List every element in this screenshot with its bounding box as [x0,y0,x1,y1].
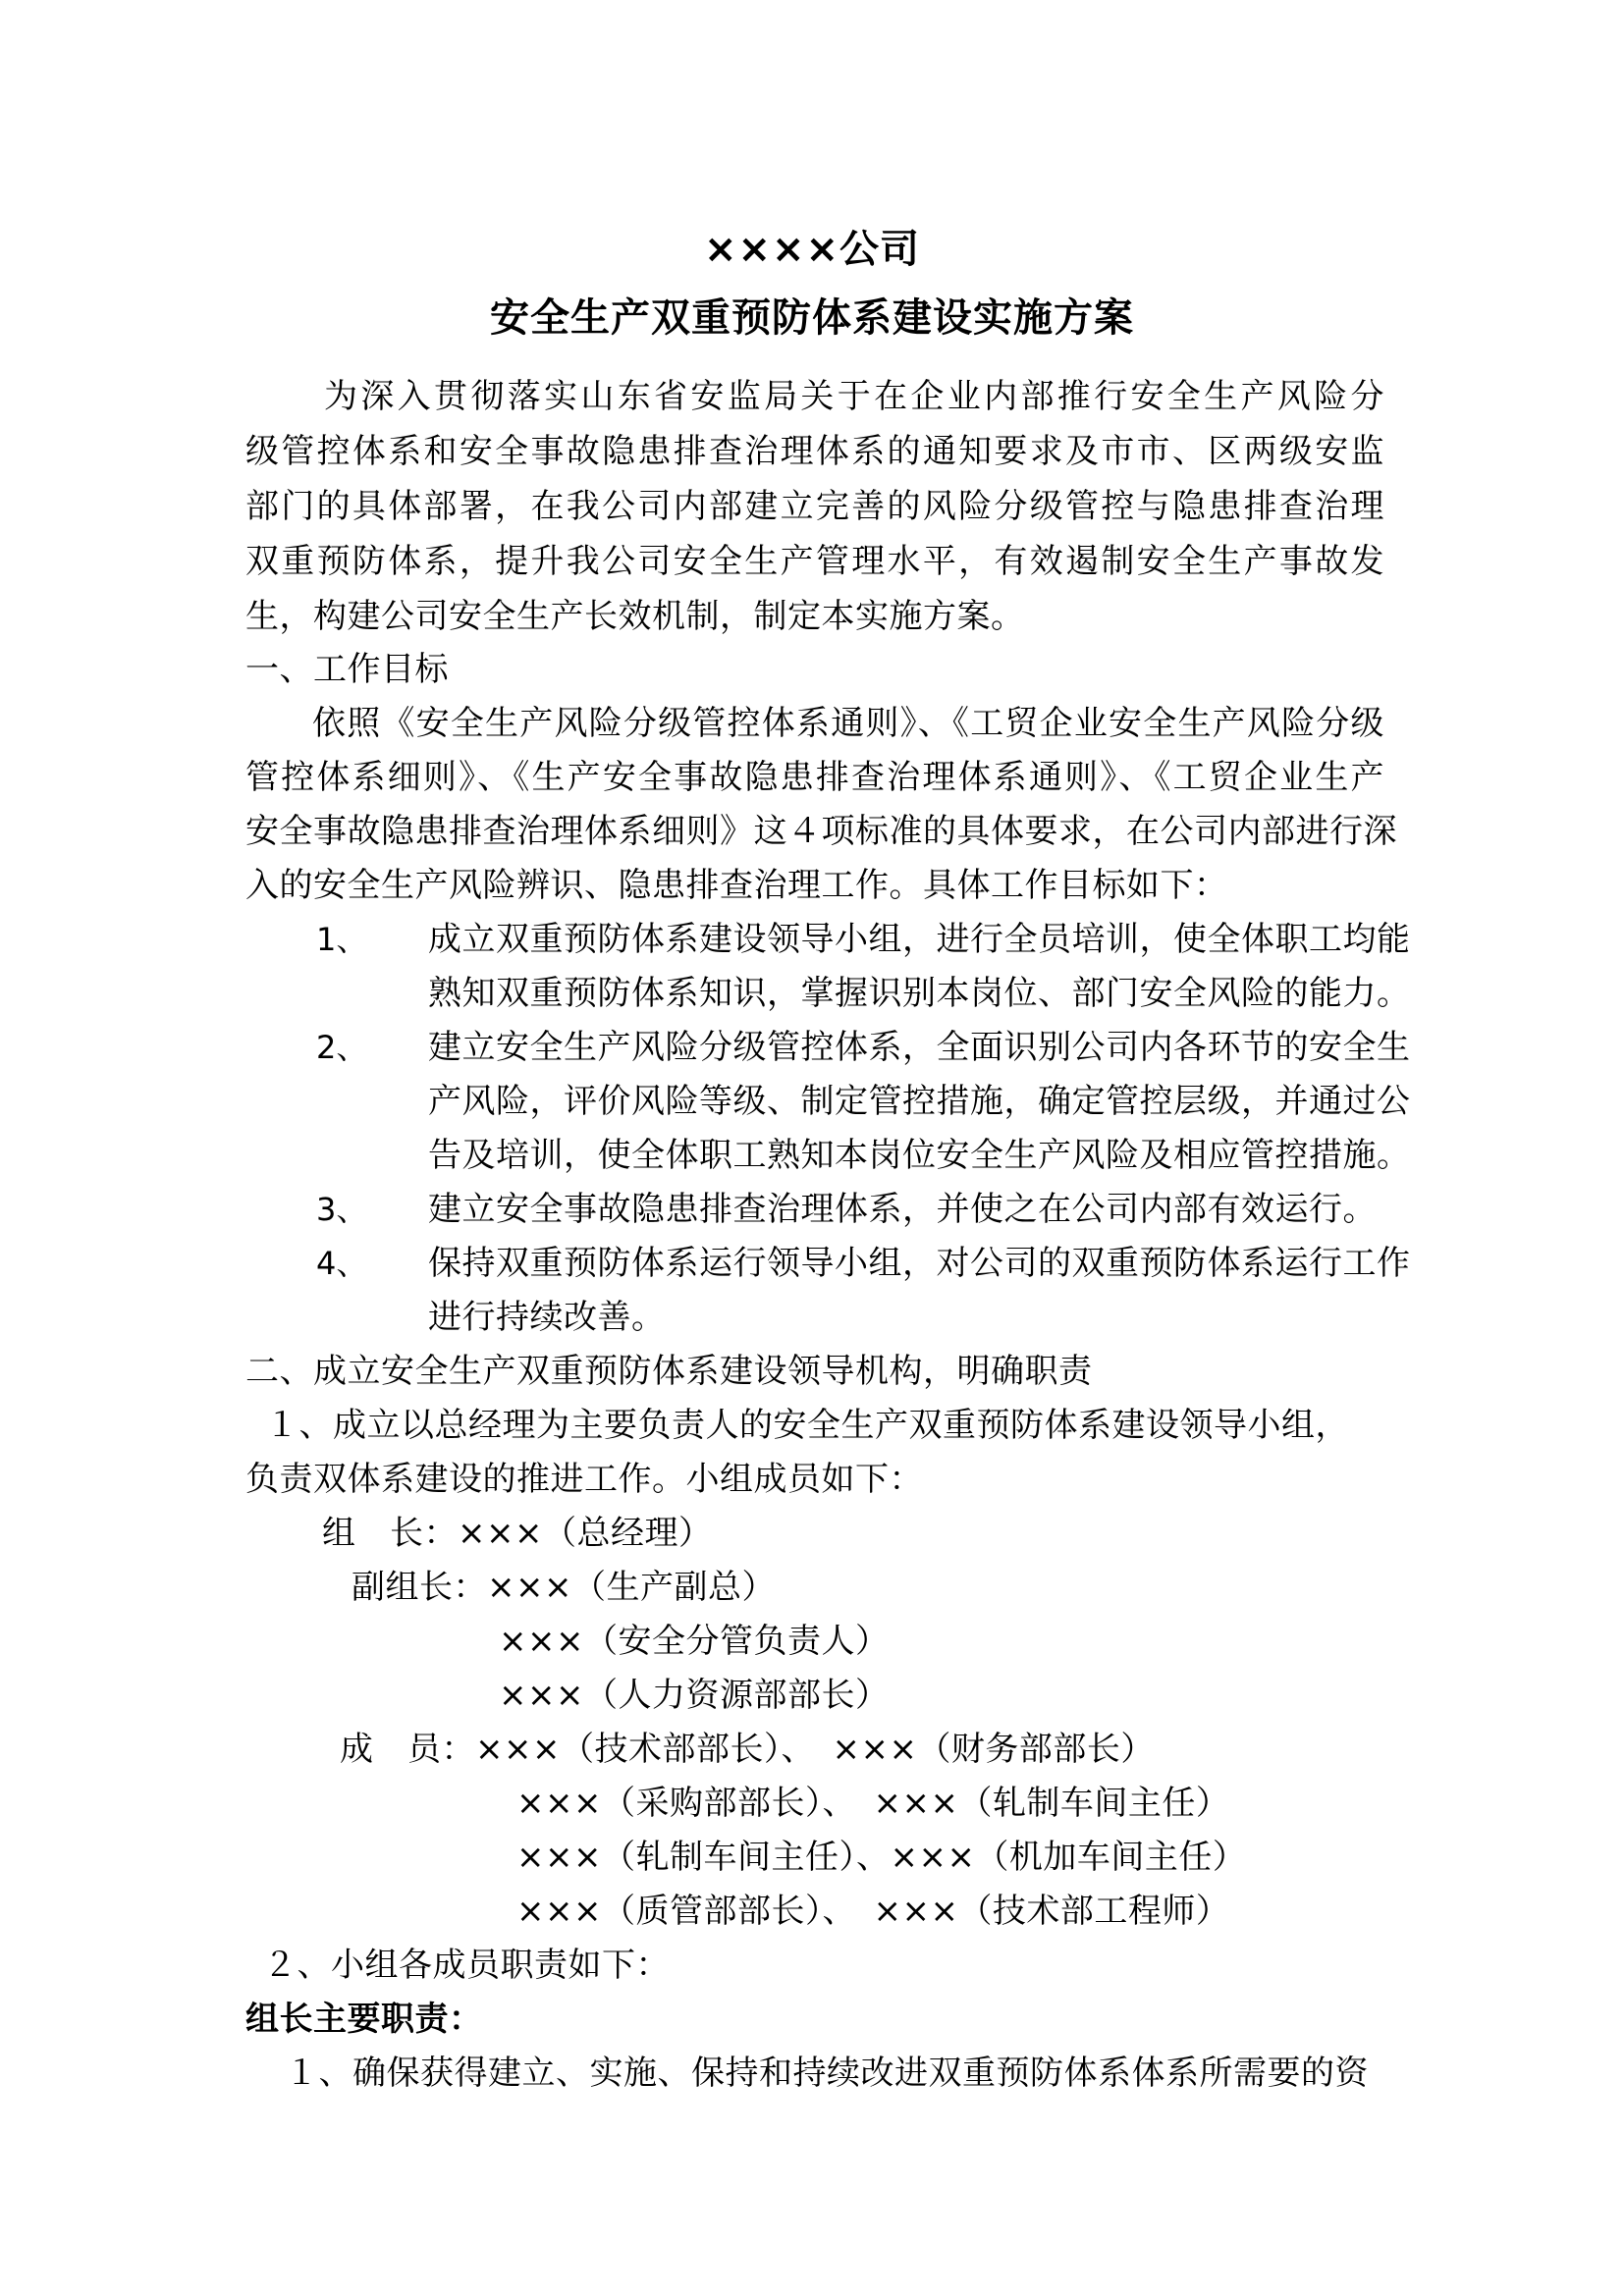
list-item-line: 告及培训，使全体职工熟知本岗位安全生产风险及相应管控措施。 [428,1136,1411,1175]
deputy-line: ×××（安全分管负责人） [499,1622,890,1661]
section1-para-line: 管控体系细则》、《生产安全事故隐患排查治理体系通则》、《工贸企业生产 [245,758,1384,797]
list-number: 3、 [316,1191,368,1228]
leader-line: 组 长：×××（总经理） [322,1514,713,1553]
list-item-line: 进行持续改善。 [428,1298,666,1337]
intro-line: 为深入贯彻落实山东省安监局关于在企业内部推行安全生产风险分 [324,377,1384,416]
deputy-line: ×××（人力资源部部长） [499,1676,890,1715]
section2-sub1-line: 负责双体系建设的推进工作。小组成员如下： [245,1460,923,1499]
list-item-line: 熟知双重预防体系知识，掌握识别本岗位、部门安全风险的能力。 [428,974,1411,1013]
members-line: 成 员：×××（技术部部长）、 ×××（财务部部长） [340,1730,1155,1769]
list-number: 4、 [316,1245,368,1282]
section-heading: 二、成立安全生产双重预防体系建设领导机构，明确职责 [245,1352,1093,1391]
document-title: 安全生产双重预防体系建设实施方案 [490,295,1134,341]
section1-para-line: 安全事故隐患排查治理体系细则》这４项标准的具体要求，在公司内部进行深 [245,812,1397,851]
deputy-line: 副组长：×××（生产副总） [352,1568,776,1607]
section-heading: 一、工作目标 [245,650,449,689]
intro-line: 双重预防体系，提升我公司安全生产管理水平，有效遏制安全生产事故发 [245,542,1384,581]
intro-line: 生，构建公司安全生产长效机制，制定本实施方案。 [245,597,1025,636]
section1-para-line: 依照《安全生产风险分级管控体系通则》、《工贸企业安全生产风险分级 [312,704,1384,743]
list-item-line: 保持双重预防体系运行领导小组，对公司的双重预防体系运行工作 [428,1244,1411,1283]
intro-line: 部门的具体部署，在我公司内部建立完善的风险分级管控与隐患排查治理 [245,487,1384,526]
leader-duties-heading: 组长主要职责： [245,2000,483,2039]
section1-para-line: 入的安全生产风险辨识、隐患排查治理工作。具体工作目标如下： [245,866,1228,905]
company-title: ××××公司 [703,227,921,272]
intro-line: 级管控体系和安全事故隐患排查治理体系的通知要求及市市、区两级安监 [245,432,1384,471]
list-number: 1、 [316,921,368,958]
list-item-line: 建立安全生产风险分级管控体系，全面识别公司内各环节的安全生 [428,1028,1411,1067]
members-line: ×××（采购部部长）、 ×××（轧制车间主任） [516,1784,1230,1823]
leader-duty-line: １、确保获得建立、实施、保持和持续改进双重预防体系体系所需要的资 [285,2054,1369,2093]
list-number: 2、 [316,1029,368,1066]
list-item-line: 产风险，评价风险等级、制定管控措施，确定管控层级，并通过公 [428,1082,1411,1121]
section2-sub2: ２、小组各成员职责如下： [263,1946,670,1985]
members-line: ×××（质管部部长）、 ×××（技术部工程师） [516,1892,1230,1931]
section2-sub1-line: １、成立以总经理为主要负责人的安全生产双重预防体系建设领导小组， [265,1406,1349,1445]
members-line: ×××（轧制车间主任）、×××（机加车间主任） [516,1838,1247,1877]
list-item-line: 成立双重预防体系建设领导小组，进行全员培训，使全体职工均能 [428,920,1411,959]
list-item-line: 建立安全事故隐患排查治理体系，并使之在公司内部有效运行。 [428,1190,1377,1229]
